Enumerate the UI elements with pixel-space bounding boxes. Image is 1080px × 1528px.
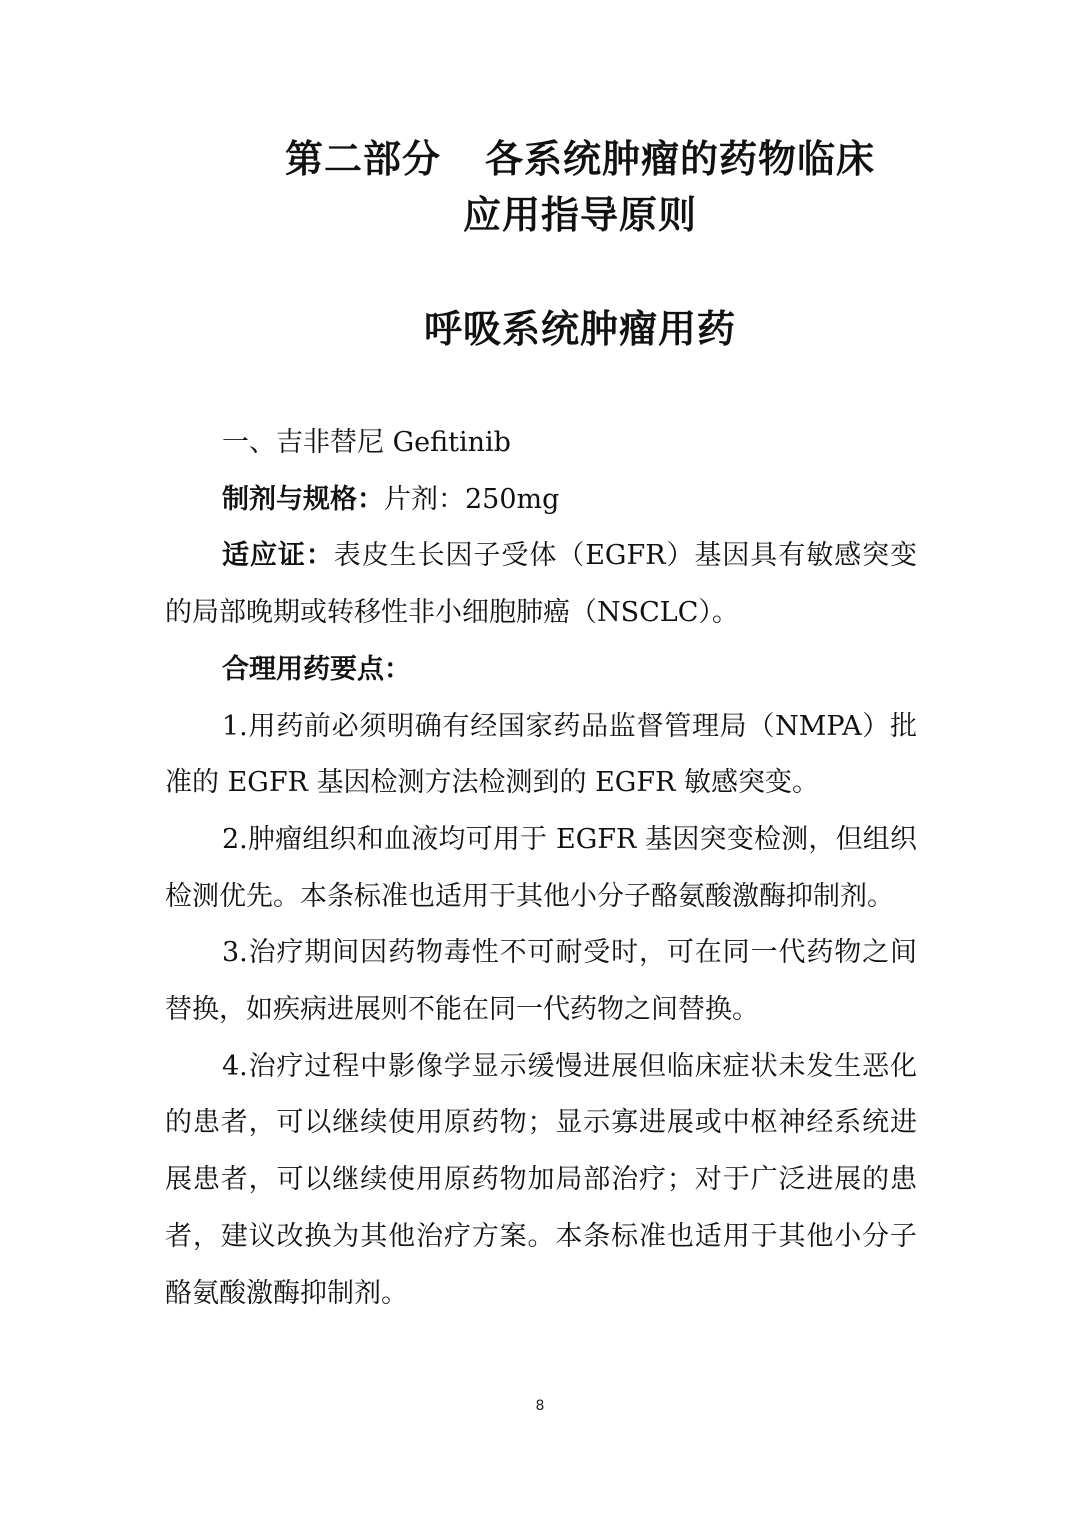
key-point-2: 2.肿瘤组织和血液均可用于 EGFR 基因突变检测，但组织检测优先。本条标准也适用于其他小分子酪氨酸激酶抑制剂。 bbox=[165, 823, 917, 912]
drug-heading: 一、吉非替尼 Gefitinib bbox=[222, 427, 511, 458]
part-title bbox=[165, 130, 995, 188]
key-point-3: 3.治疗期间因药物毒性不可耐受时，可在同一代药物之间替换，如疾病进展则不能在同一代药物之间替换。 bbox=[165, 937, 917, 1026]
part-title-number: 第二部分 bbox=[284, 137, 441, 181]
formulation-paragraph bbox=[165, 472, 917, 529]
indication-value: 表皮生长因子受体（EGFR）基因具有敏感突变的局部晚期或转移性非小细胞肺癌（NSCLC）。 bbox=[165, 540, 918, 629]
formulation-value: 片剂：250mg bbox=[384, 483, 560, 515]
section-title: 呼吸系统肿瘤用药 bbox=[423, 307, 736, 351]
document-body bbox=[165, 415, 917, 1322]
formulation-label: 制剂与规格： bbox=[222, 483, 384, 515]
indication-label: 适应证： bbox=[222, 540, 334, 572]
part-title-topic: 各系统肿瘤的药物临床 bbox=[485, 137, 876, 181]
key-points-label: 合理用药要点： bbox=[222, 653, 411, 685]
part-title-line2: 应用指导原则 bbox=[462, 193, 697, 237]
page-number: 8 bbox=[535, 1398, 545, 1414]
key-point-1: 1.用药前必须明确有经国家药品监督管理局（NMPA）批准的 EGFR 基因检测方法检测到的 EGFR 敏感突变。 bbox=[165, 710, 917, 799]
key-point-4: 4.治疗过程中影像学显示缓慢进展但临床症状未发生恶化的患者，可以继续使用原药物；显示寡进展或中枢神经系统进展患者，可以继续使用原药物加局部治疗；对于广泛进展的患者，建议改换为其他治疗方案。本条标准也适用于其他小分子酪氨酸激酶抑制剂。 bbox=[165, 1050, 917, 1309]
indication-paragraph bbox=[165, 528, 917, 641]
